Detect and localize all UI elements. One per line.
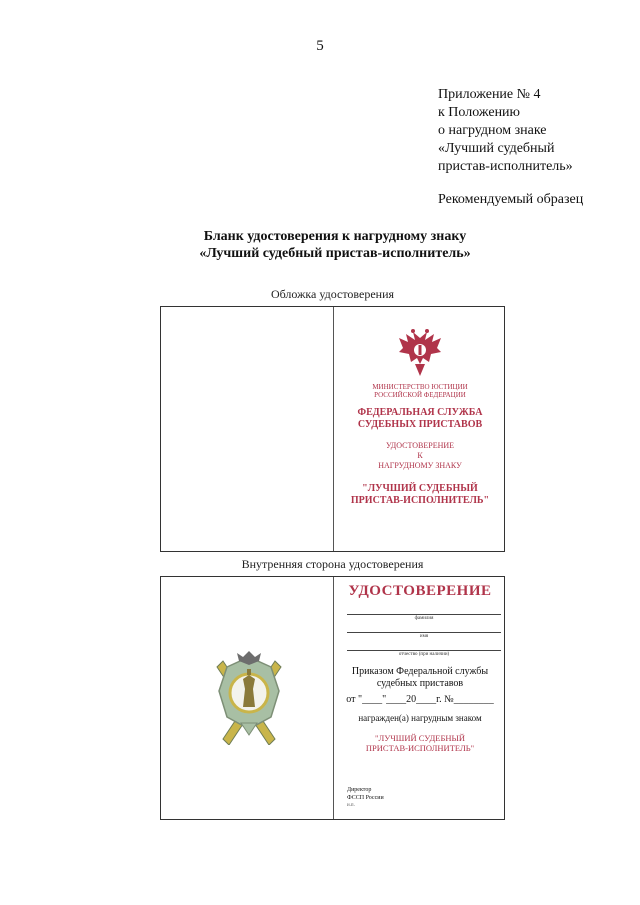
surname-caption: фамилия [414,616,434,621]
cover-award-line: ПРИСТАВ-ИСПОЛНИТЕЛЬ" [350,495,490,506]
cover-certificate-title [334,441,506,471]
appendix-line: «Лучший судебный [438,141,555,156]
inner-award-name [334,733,506,753]
certificate-inner-side [160,576,505,820]
page-number: 5 [316,38,324,54]
order-line: судебных приставов [376,678,464,689]
document-title-line: Бланк удостоверения к нагрудному знаку [203,229,467,244]
appendix-line: к Положению [438,105,521,120]
order-text [334,666,506,690]
cover-certificate-line: НАГРУДНОМУ ЗНАКУ [378,461,462,470]
certificate-cover [160,306,505,552]
document-title [0,228,640,262]
badge-image [213,649,285,745]
director-line: Директор [347,787,372,793]
patronymic-line [347,650,501,651]
inner-certificate-title: УДОСТОВЕРЕНИЕ [348,583,492,599]
cover-certificate-line: УДОСТОВЕРЕНИЕ [385,441,455,450]
awarded-text: награжден(а) нагрудным знаком [358,713,482,723]
ministry-line: МИНИСТЕРСТВО ЮСТИЦИИ [372,383,468,391]
inner-award-line: "ЛУЧШИЙ СУДЕБНЫЙ [374,733,466,743]
recommended-sample: Рекомендуемый образец [438,192,584,207]
service-line: СУДЕБНЫХ ПРИСТАВОВ [357,419,483,430]
appendix-line: о нагрудном знаке [438,123,547,138]
director-signature [347,786,384,802]
cover-award-line: "ЛУЧШИЙ СУДЕБНЫЙ [362,483,478,494]
order-date-number: от "____"____20____г. №________ [346,694,494,705]
surname-line [347,614,501,615]
cover-caption: Обложка удостоверения [270,287,395,301]
inner-side-caption: Внутренняя сторона удостоверения [241,557,424,571]
appendix-line: пристав-исполнитель» [438,159,573,174]
appendix-block [438,86,573,176]
service-name [334,407,506,431]
service-line: ФЕДЕРАЛЬНАЯ СЛУЖБА [357,407,483,418]
patronymic-caption: отчество (при наличии) [398,652,450,657]
double-headed-eagle-emblem-icon [397,328,443,378]
ministry-name [334,383,506,399]
name-line [347,632,501,633]
appendix-line: Приложение № 4 [438,87,541,102]
name-caption: имя [419,634,429,639]
order-line: Приказом Федеральной службы [351,666,489,677]
cover-award-name [334,483,506,507]
director-line: ФССП России [347,795,384,801]
inner-award-line: ПРИСТАВ-ИСПОЛНИТЕЛЬ" [365,743,475,753]
cover-certificate-line: К [417,451,423,460]
ministry-line: РОССИЙСКОЙ ФЕДЕРАЦИИ [374,391,466,399]
document-title-line: «Лучший судебный пристав-исполнитель» [199,246,471,261]
initials: и.п. [347,803,355,808]
